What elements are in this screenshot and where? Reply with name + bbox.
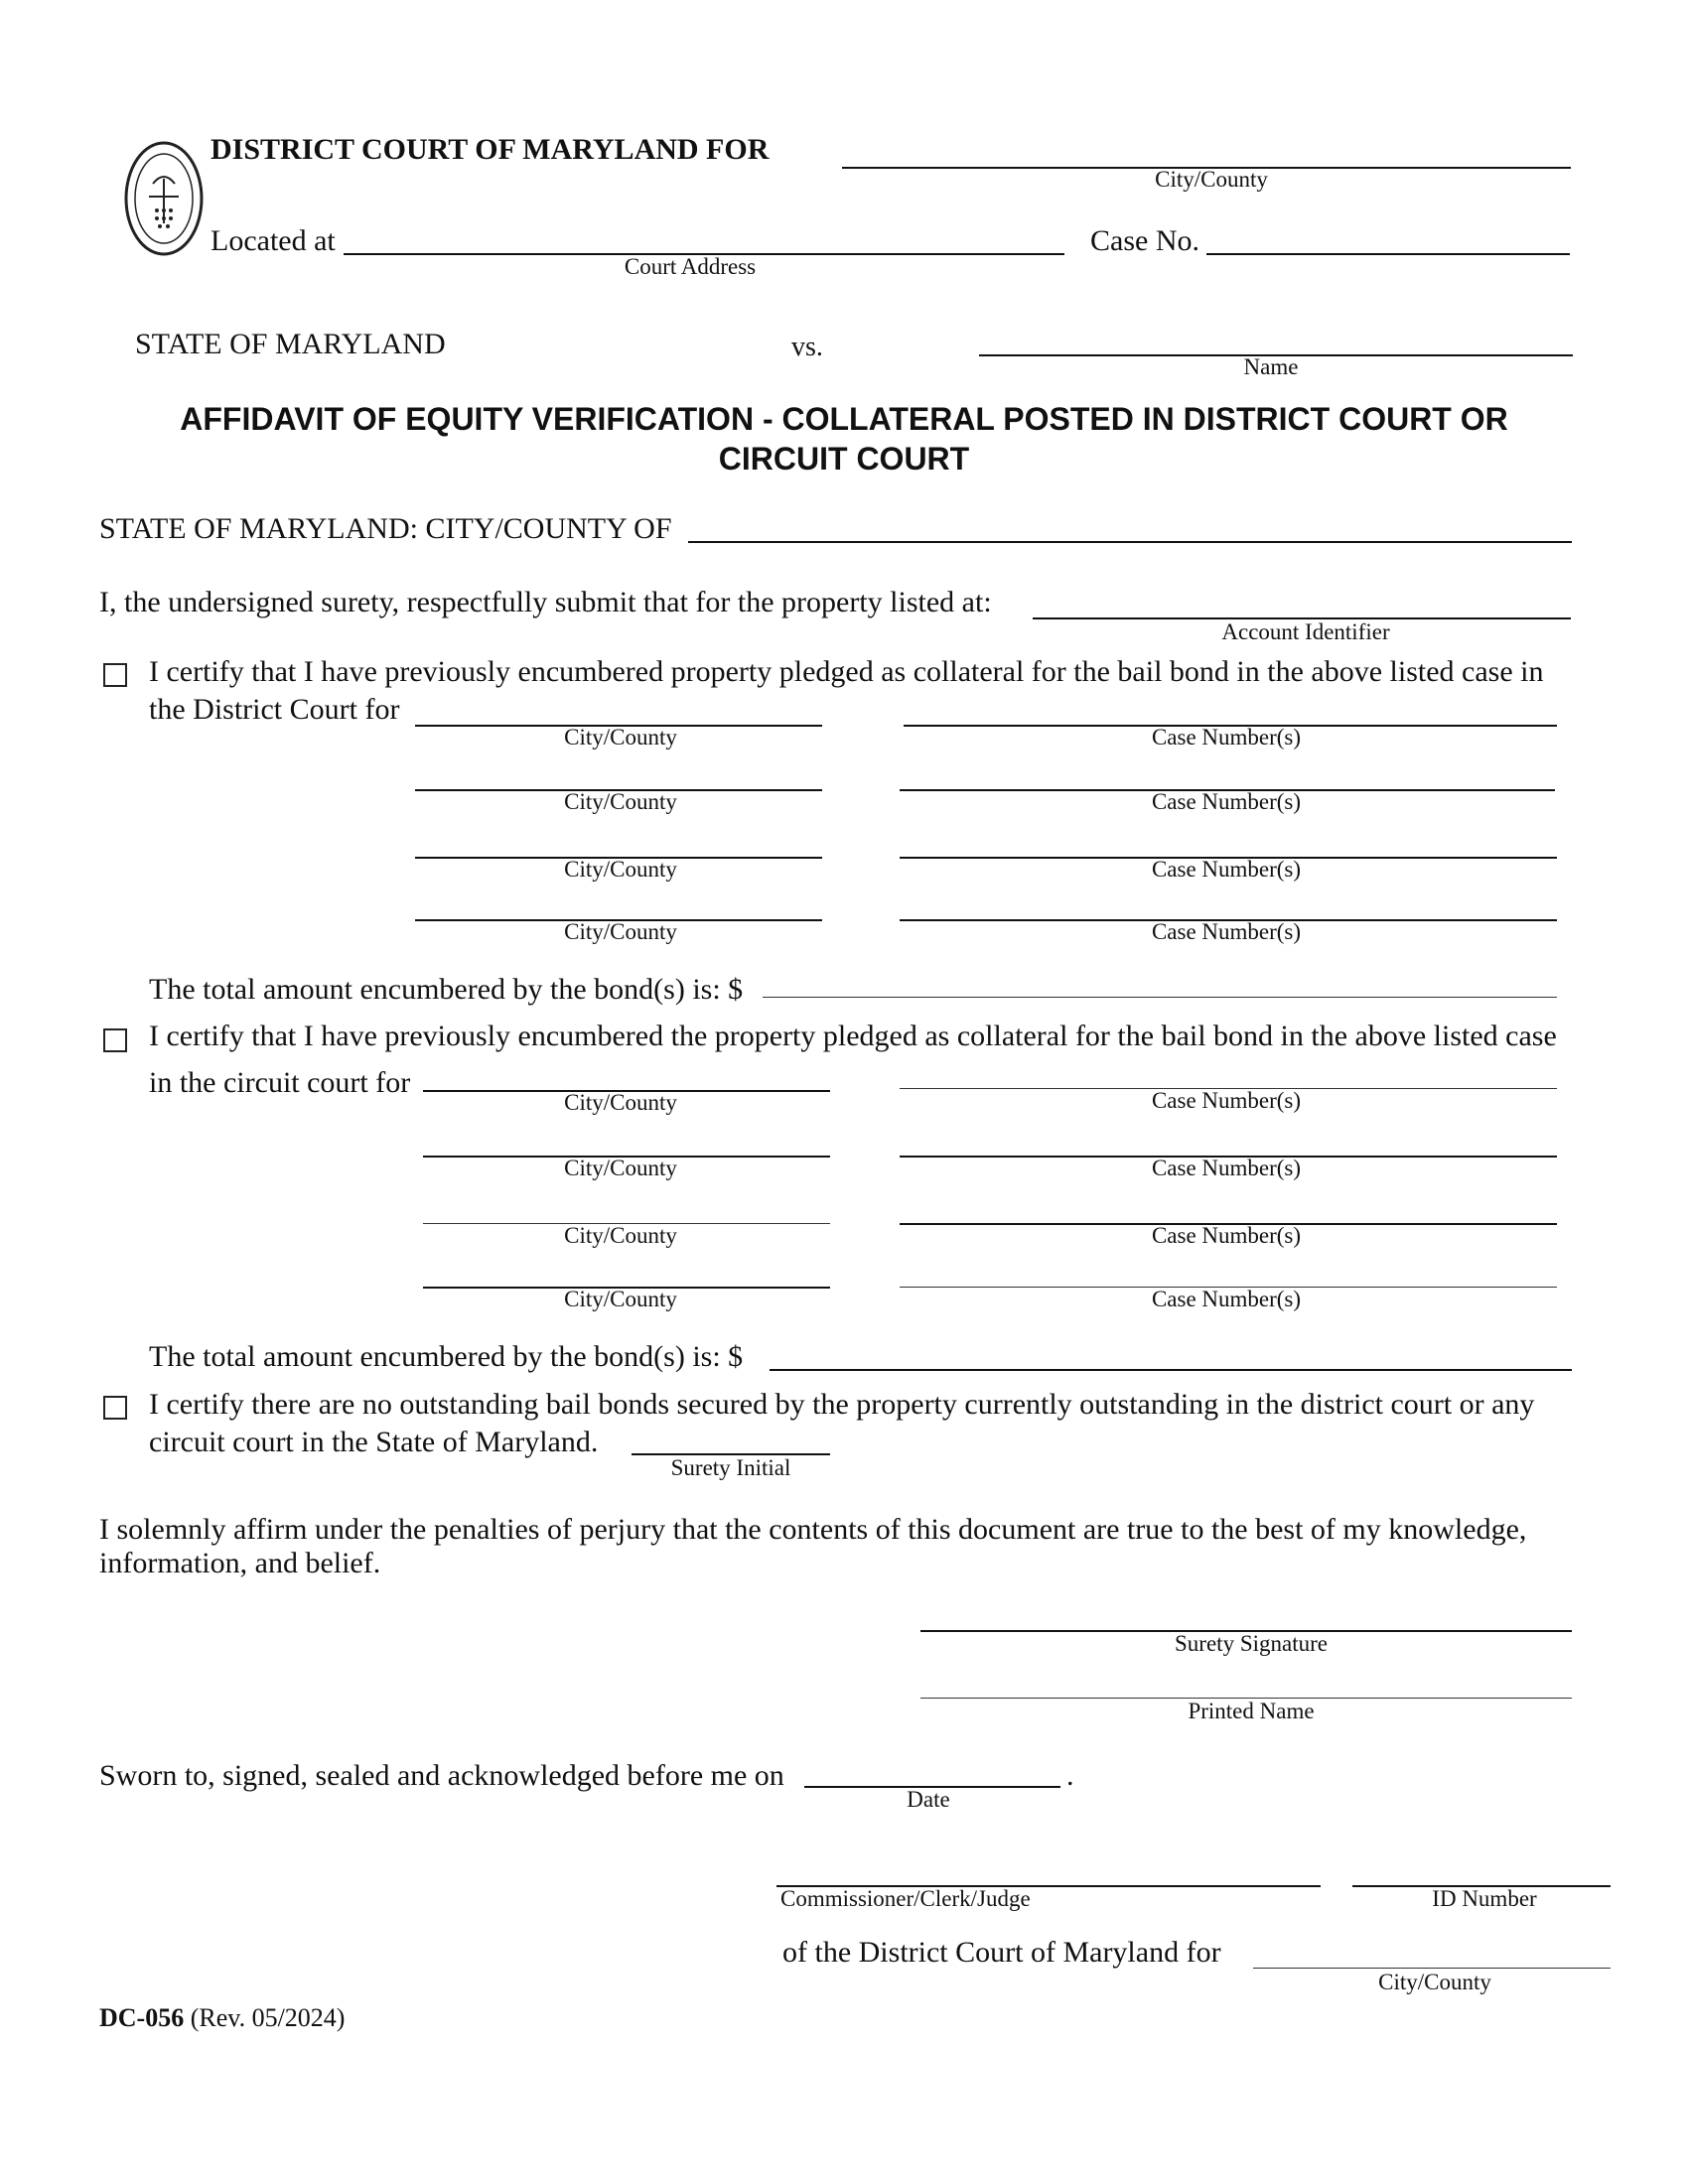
surety-signature-caption: Surety Signature	[1175, 1631, 1328, 1656]
court-name-label: DISTRICT COURT OF MARYLAND FOR	[211, 133, 770, 166]
affirm-line2: information, and belief.	[99, 1547, 381, 1579]
property-intro-text: I, the undersigned surety, respectfully submit that for the property listed at:	[99, 586, 992, 618]
venue-line[interactable]	[688, 541, 1572, 543]
district-total-line[interactable]	[763, 997, 1557, 998]
commissioner-caption: Commissioner/Clerk/Judge	[780, 1886, 1031, 1911]
form-revision: (Rev. 05/2024)	[184, 2003, 346, 2032]
circuit-city-caption-4: City/County	[564, 1287, 677, 1311]
circuit-certify-line2: in the circuit court for	[149, 1066, 411, 1099]
affirm-line1: I solemnly affirm under the penalties of perjury that the contents of this document are true to the best of my knowledge,	[99, 1513, 1527, 1546]
circuit-case-caption-4: Case Number(s)	[1151, 1287, 1302, 1311]
no-outstanding-checkbox[interactable]	[103, 1396, 127, 1420]
district-certify-line1: I certify that I have previously encumbered property pledged as collateral for the bail bond in the above listed case in	[149, 655, 1544, 688]
district-city-caption-1: City/County	[564, 725, 677, 750]
located-at-label: Located at	[211, 224, 336, 257]
district-court-checkbox[interactable]	[103, 663, 127, 687]
district-city-caption-2: City/County	[564, 789, 677, 814]
surety-initial-caption: Surety Initial	[670, 1455, 791, 1480]
sworn-text: Sworn to, signed, sealed and acknowledged before me on	[99, 1759, 784, 1792]
circuit-city-caption-3: City/County	[564, 1223, 677, 1248]
circuit-total-label: The total amount encumbered by the bond(s) is: $	[149, 1340, 744, 1373]
case-no-label: Case No.	[1090, 224, 1199, 257]
officer-city-county-line[interactable]	[1253, 1968, 1611, 1969]
circuit-city-caption-2: City/County	[564, 1156, 677, 1180]
defendant-name-caption: Name	[1243, 354, 1299, 379]
district-case-caption-4: Case Number(s)	[1151, 919, 1302, 944]
form-number: DC-056	[99, 2003, 185, 2032]
circuit-certify-line1: I certify that I have previously encumbered the property pledged as collateral for the bail bond in the above listed case	[149, 1020, 1557, 1052]
circuit-case-caption-3: Case Number(s)	[1151, 1223, 1302, 1248]
printed-name-caption: Printed Name	[1188, 1699, 1315, 1723]
court-city-county-caption: City/County	[1155, 167, 1268, 192]
no-outstanding-line1: I certify there are no outstanding bail bonds secured by the property currently outstanding in the district court or any	[149, 1388, 1535, 1421]
circuit-court-checkbox[interactable]	[103, 1028, 127, 1052]
account-identifier-caption: Account Identifier	[1221, 619, 1390, 644]
circuit-total-line[interactable]	[770, 1369, 1572, 1371]
court-address-caption: Court Address	[624, 254, 757, 279]
form-number-footer	[99, 2003, 345, 2033]
district-total-label: The total amount encumbered by the bond(s) is: $	[149, 973, 744, 1006]
case-no-line[interactable]	[1206, 253, 1570, 255]
vs-label: vs.	[791, 332, 823, 362]
district-city-caption-3: City/County	[564, 857, 677, 882]
form-title-line2: CIRCUIT COURT	[718, 441, 970, 477]
form-title-line1: AFFIDAVIT OF EQUITY VERIFICATION - COLLATERAL POSTED IN DISTRICT COURT OR	[180, 401, 1508, 437]
plaintiff-label: STATE OF MARYLAND	[135, 328, 446, 360]
district-city-caption-4: City/County	[564, 919, 677, 944]
circuit-case-caption-2: Case Number(s)	[1151, 1156, 1302, 1180]
circuit-city-caption-1: City/County	[564, 1090, 677, 1115]
circuit-case-caption-1: Case Number(s)	[1151, 1088, 1302, 1113]
no-outstanding-line2: circuit court in the State of Maryland.	[149, 1426, 599, 1458]
district-certify-line2: the District Court for	[149, 693, 400, 726]
sworn-period: .	[1066, 1759, 1074, 1792]
district-case-caption-1: Case Number(s)	[1151, 725, 1302, 750]
district-case-caption-3: Case Number(s)	[1151, 857, 1302, 882]
officer-city-county-caption: City/County	[1378, 1970, 1491, 1994]
venue-label: STATE OF MARYLAND: CITY/COUNTY OF	[99, 512, 672, 545]
court-seal	[123, 139, 205, 258]
of-district-court-label: of the District Court of Maryland for	[782, 1936, 1221, 1969]
district-case-caption-2: Case Number(s)	[1151, 789, 1302, 814]
sworn-date-caption: Date	[907, 1787, 950, 1812]
id-number-caption: ID Number	[1432, 1886, 1537, 1911]
